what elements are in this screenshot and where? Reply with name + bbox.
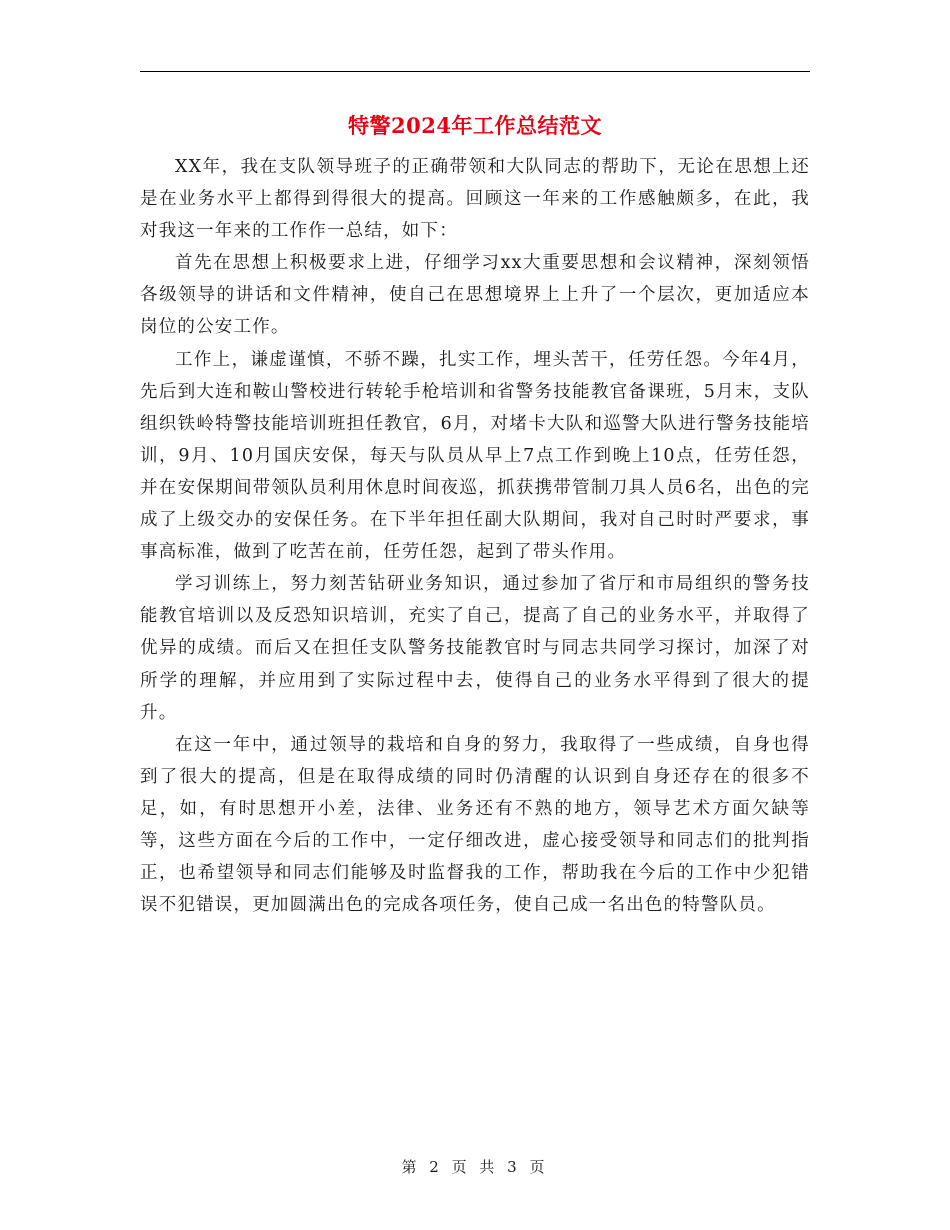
paragraph-ideology: 首先在思想上积极要求上进，仔细学习xx大重要思想和会议精神，深刻领悟各级领导的讲话和文件精神，使自己在思想境界上上升了一个层次，更加适应本岗位的公安工作。: [140, 253, 810, 338]
document-body: [140, 151, 810, 921]
header-rule: [140, 71, 810, 72]
paragraph-intro: XX年，我在支队领导班子的正确带领和大队同志的帮助下，无论在思想上还是在业务水平上都得到得很大的提高。回顾这一年来的工作感触颇多，在此，我对我这一年来的工作作一总结，如下：: [140, 157, 810, 242]
document-title: 特警2024年工作总结范文: [348, 113, 602, 138]
paragraph-training: 学习训练上，努力刻苦钻研业务知识，通过参加了省厅和市局组织的警务技能教官培训以及反恐知识培训，充实了自己，提高了自己的业务水平，并取得了优异的成绩。而后又在担任支队警务技能教官时与同志共同学习探讨，加深了对所学的理解，并应用到了实际过程中去，使得自己的业务水平得到了很大的提升。: [140, 574, 810, 723]
page-number-footer: 第 2 页 共 3 页: [401, 1158, 549, 1176]
paragraph-work: 工作上，谦虚谨慎，不骄不躁，扎实工作，埋头苦干，任劳任怨。今年4月，先后到大连和鞍山警校进行转轮手枪培训和省警务技能教官备课班，5月末，支队组织铁岭特警技能培训班担任教官，6月，对堵卡大队和巡警大队进行警务技能培训，9月、10月国庆安保，每天与队员从早上7点工作到晚上10点，任劳任怨，并在安保期间带领队员利用休息时间夜巡，抓获携带管制刀具人员6名，出色的完成了上级交办的安保任务。在下半年担任副大队期间，我对自己时时严要求，事事高标准，做到了吃苦在前，任劳任怨，起到了带头作用。: [140, 349, 810, 563]
paragraph-summary: 在这一年中，通过领导的栽培和自身的努力，我取得了一些成绩，自身也得到了很大的提高，但是在取得成绩的同时仍清醒的认识到自身还存在的很多不足，如，有时思想开小差，法律、业务还有不熟的地方，领导艺术方面欠缺等等，这些方面在今后的工作中，一定仔细改进，虚心接受领导和同志们的批判指正，也希望领导和同志们能够及时监督我的工作，帮助我在今后的工作中少犯错误不犯错误，更加圆满出色的完成各项任务，使自己成一名出色的特警队员。: [140, 734, 810, 916]
